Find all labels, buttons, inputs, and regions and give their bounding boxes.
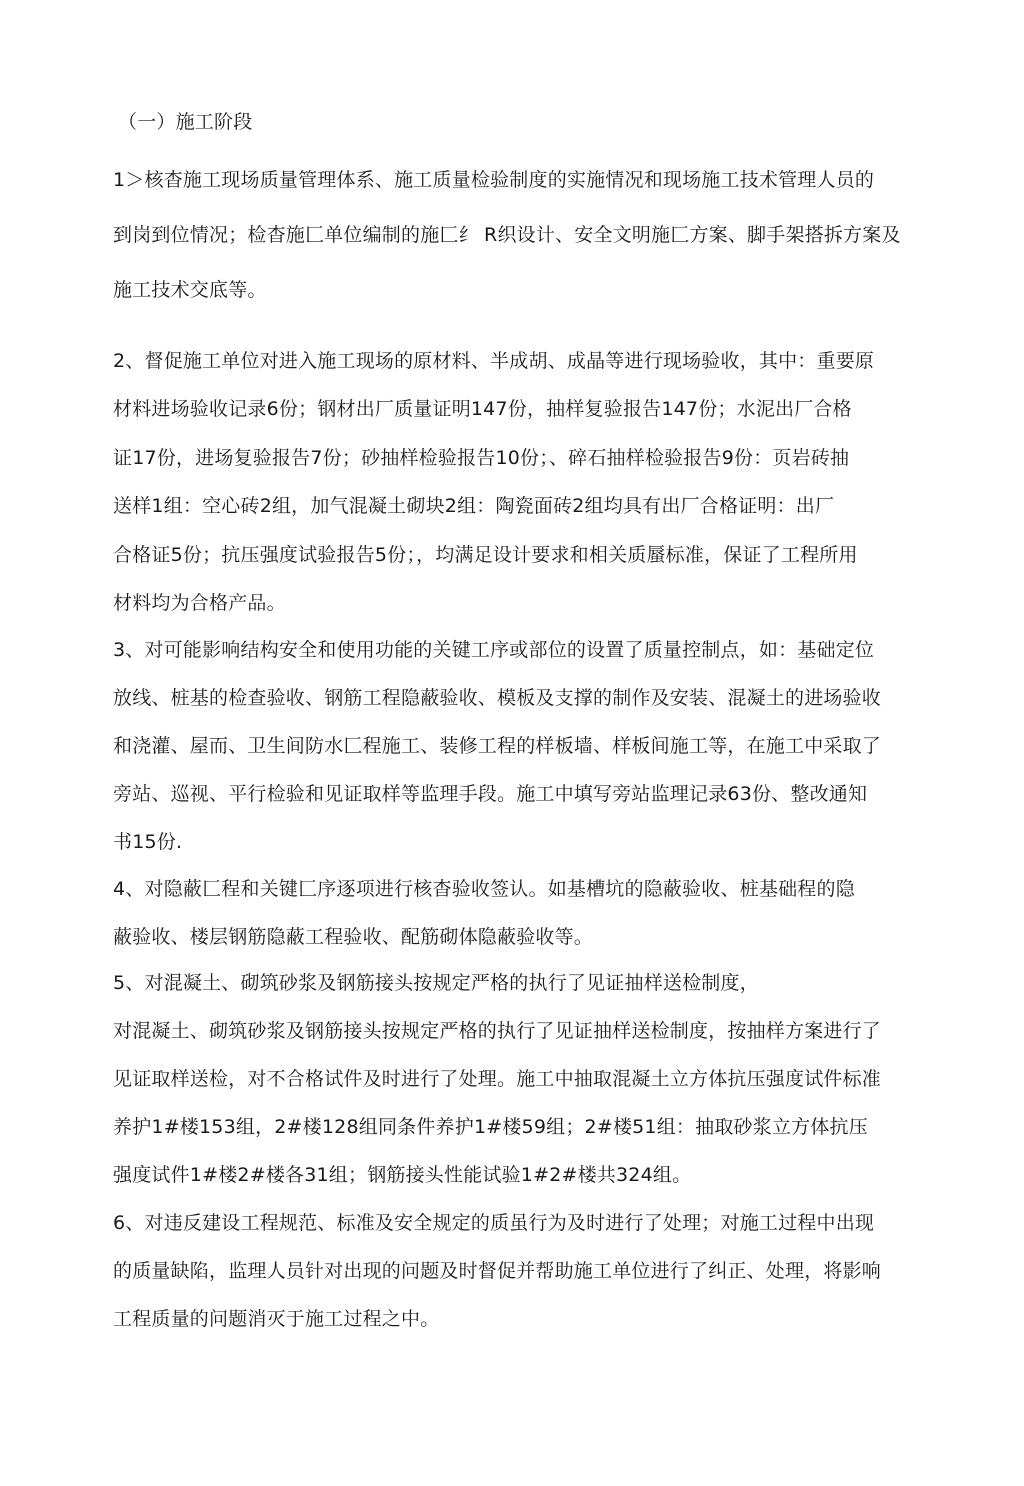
paragraph-line: 5、对混凝土、砌筑砂浆及钢筋接头按规定严格的执行了见证抽样送检制度， xyxy=(113,972,759,994)
paragraph-line: 工程质量的问题消灭于施工过程之中。 xyxy=(113,1308,440,1330)
paragraph-line: 2、督促施工单位对进入施工现场的原材料、半成胡、成晶等进行现场验收，其中：重要原 xyxy=(113,350,875,372)
paragraph-line: 书15份. xyxy=(113,831,183,853)
paragraph-line: 强度试件1#楼2#楼各31组；钢筋接头性能试验1#2#楼共324组。 xyxy=(113,1164,692,1186)
paragraph-line: 6、对违反建设工程规范、标准及安全规定的质虽行为及时进行了处理；对施工过程中出现 xyxy=(113,1212,875,1234)
paragraph-line: 的质量缺陷，监理人员针对出现的问题及时督促并帮助施工单位进行了纠正、处理，将影响 xyxy=(113,1260,882,1282)
paragraph-line: 证17份，进场复验报告7份；砂抽样检验报告10份；、碎石抽样检验报告9份：页岩砖抽 xyxy=(113,447,850,469)
paragraph-line: 蔽验收、楼层钢筋隐蔽工程验收、配筋砌体隐蔽验收等。 xyxy=(113,926,594,948)
paragraph-line: 旁站、巡视、平行检验和见证取样等监理手段。施工中填写旁站监理记录63份、整改通知 xyxy=(113,783,868,805)
section-heading: （一）施工阶段 xyxy=(118,111,253,133)
paragraph-line: 4、对隐蔽匚程和关键匚序逐项进行核杳验收签认。如基槽坑的隐蔽验收、桩基础程的隐 xyxy=(113,878,855,900)
paragraph-line: 3、对可能影响结构安全和使用功能的关键工序或部位的设置了质量控制点，如：基础定位 xyxy=(113,639,875,661)
paragraph-line: 送样1组：空心砖2组，加气混凝土砌块2组：陶瓷面砖2组均具有出厂合格证明：出厂 xyxy=(113,495,835,517)
paragraph-line: 放线、桩基的检查验收、钢筋工程隐蔽验收、模板及支撑的制作及安装、混凝土的进场验收 xyxy=(113,687,882,709)
paragraph-line: 见证取样送检，对不合格试件及时进行了处理。施工中抽取混凝土立方体抗压强度试件标准 xyxy=(113,1068,882,1090)
paragraph-line: 施工技术交底等。 xyxy=(113,279,267,301)
paragraph-line: 1＞核杳施工现场质量管理体系、施工质量检验制度的实施情况和现场施工技术管理人员的 xyxy=(113,169,875,191)
paragraph-line: 合格证5份；抗压强度试验报告5份；，均满足设计要求和相关质蜃标准，保证了工程所用 xyxy=(113,544,858,566)
paragraph-line: 材料均为合格产品。 xyxy=(113,592,286,614)
paragraph-line: 到岗到位情况；检杳施匚单位编制的施匚纟 R织设计、安全文明施匚方案、脚手架搭拆方案及 xyxy=(113,224,901,246)
paragraph-line: 材料进场验收记录6份；钢材出厂质量证明147份，抽样复验报告147份；水泥出厂合格 xyxy=(113,398,852,420)
paragraph-line: 和浇灌、屋而、卫生间防水匚程施工、装修工程的样板墙、样板间施工等，在施工中采取了 xyxy=(113,735,882,757)
paragraph-line: 对混凝土、砌筑砂浆及钢筋接头按规定严格的执行了见证抽样送检制度，按抽样方案进行了 xyxy=(113,1020,882,1042)
paragraph-line: 养护1#楼153组，2#楼128组同条件养护1#楼59组；2#楼51组：抽取砂浆立方体抗压 xyxy=(113,1116,868,1138)
